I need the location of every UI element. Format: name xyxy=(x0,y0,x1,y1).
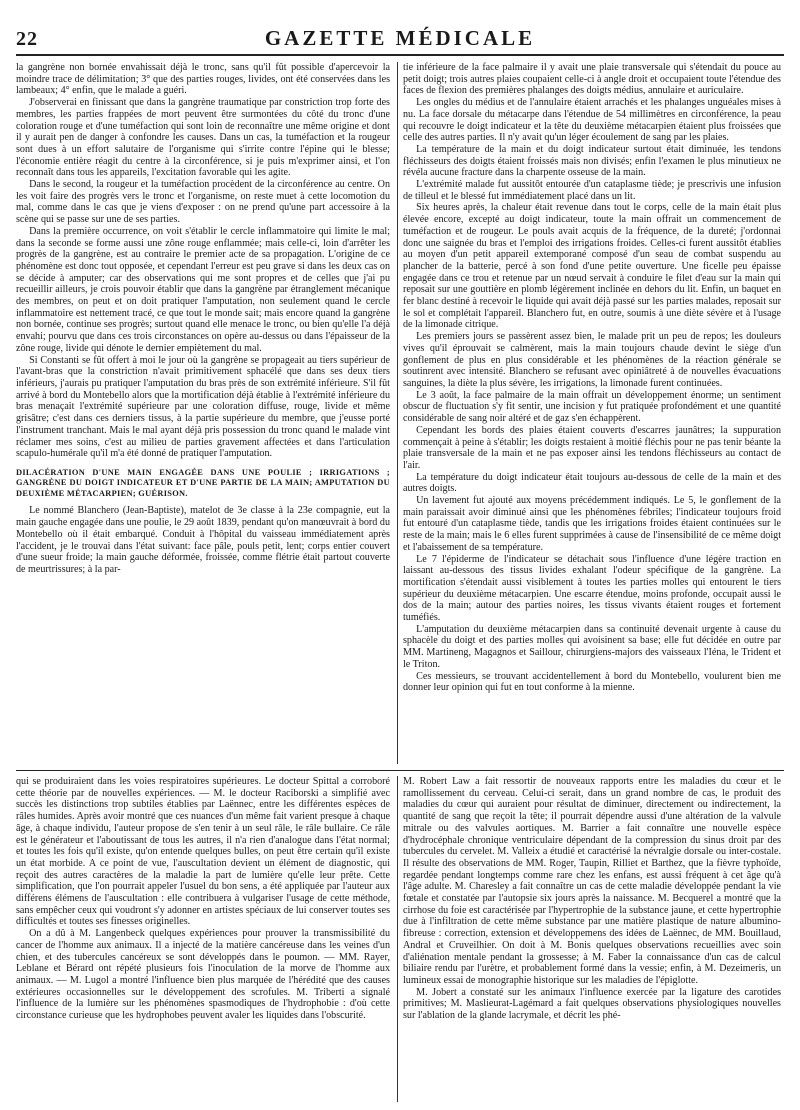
paragraph: Un lavement fut ajouté aux moyens précédemment indiqués. Le 5, le gonflement de la main paraissait avoir diminué ainsi que les phénomènes fébriles; l'indicateur toujours froid fut entouré d'un cataplasme tiède, tandis que les irrigations froides étaient continuées sur le reste de la main; mais le 6 elles furent supprimées à cause de l'insensibilité de ce même doigt et l'abaissement de sa température. xyxy=(403,495,781,553)
paragraph: Ces messieurs, se trouvant accidentellement à bord du Montebello, voulurent bien me donner leur opinion qui fut en tout conforme à la mienne. xyxy=(403,670,781,694)
paragraph: la gangrène non bornée envahissait déjà le tronc, sans qu'il fût possible d'apercevoir la moindre trace de délimitation; 3° que des parties rouges, livides, ont été conservées dans les lambeaux; 4° enfin, que le malade a guéri. xyxy=(16,62,390,97)
section-divider xyxy=(16,770,784,771)
top-right-column xyxy=(403,62,781,764)
paragraph: Les ongles du médius et de l'annulaire étaient arrachés et les phalanges unguéales mises à nu. La face dorsale du métacarpe dans l'étendue de 54 millimètres en circonférence, la peau qui recouvre le doigt indicateur et la tête du deuxième métacarpien étaient plus froissées que celle des autres parties. Il n'y avait qu'un léger écoulement de sang par les plaies. xyxy=(403,97,781,144)
paragraph: Cependant les bords des plaies étaient couverts d'escarres jaunâtres; la suppuration commençait à peine à s'établir; les doigts restaient à moitié fléchis pour ne pas tenir béante la plaie transversale de la main et ne pas exposer ainsi les tendons fléchisseurs au contact de l'air. xyxy=(403,424,781,471)
paragraph: M. Robert Law a fait ressortir de nouveaux rapports entre les maladies du cœur et le ramollissement du cerveau. Celui-ci serait, dans un grand nombre de cas, le produit des maladies du cœur qui auraient pour résultat de diminuer, directement ou indirectement, la quantité de sang que reçoit la tête; il pourrait dépendre aussi d'une altération de la valvule mitrale ou des valvules aortiques. M. Barrier a fait connaître une nouvelle espèce d'hydrocéphale chronique ventriculaire dépendant de la compression du sinus droit par des tubercules du cervelet. M. Valleix a étudié et caractérisé la névralgie dorsale ou inter-costale. Il résulte des observations de MM. Roger, Taupin, Rilliet et Barthez, que la fièvre typhoïde, regardée pendant longtemps comme rare chez les enfans, est aussi fréquent à cet âge qu'à l'âge adulte. M. Charesley a fait connaître un cas de cette maladie développée pendant la vie fœtale et constatée par l'autopsie six jours après la naissance. M. Becquerel a montré que la cirrhose du foie est caractérisée par l'hypertrophie de la substance jaune, et cette hypertrophie due à l'infiltration de cette même substance par une matière plastique de nature albumino-fibreuse : correction, extension et développemens des idées de Laënnec, de MM. Bouillaud, Andral et Cruveilhier. On doit à M. Bonis quelques observations recueillies avec soin d'aliénation mentale pendant la grossesse; à M. Faber la connaissance d'un cas de calcul biliaire rendu par l'urètre, et probablement formé dans la vessie; enfin, à M. Dezeimeris, un lumineux essai de monographie historique sur les maladies de l'épiglotte. xyxy=(403,776,781,986)
paragraph: qui se produiraient dans les voies respiratoires supérieures. Le docteur Spittal a corroboré cette théorie par de nouvelles expériences. — M. le docteur Raciborski a simplifié avec succès les distinctions trop subtiles établies par Laënnec, entre les différentes espèces de râles humides. Après avoir montré que ces nuances d'un même fait varient presque à chaque âge, à chaque individu, l'auteur propose de s'en tenir à un seul râle, le râle bullaire. Ce râle est le générateur et l'aboutissant de tous les autres, il n'a rien d'analogue dans l'état normal; et toutes les fois qu'il existe, qu'on entende quelques bulles, on peut être certain qu'il existe un état morbide. A ce point de vue, l'auscultation devient un élément de diagnostic, qui reçoit des autres caractères de la maladie la part de lumière qu'elle leur prête. Cette simplification, que l'on pourrait appeler l'usuel du bon sens, a été appliquée par l'auteur aux différens élémens de l'auscultation : elle contribuera à vulgariser l'usage de cette méthode, sans empêcher ceux qui voudront s'y adonner en artistes spéciaux de lui conserver toutes ses difficultés et toutes ses finesses originelles. xyxy=(16,776,390,928)
paragraph: La température du doigt indicateur était toujours au-dessous de celle de la main et des autres doigts. xyxy=(403,471,781,495)
paragraph: Si Constanti se fût offert à moi le jour où la gangrène se propageait au tiers supérieur de l'avant-bras que la constriction n'avait primitivement sphacélé que dans ses deux tiers inférieurs, j'aurais pu pratiquer l'amputation du bras près de son extrémité inférieure. S'il fût arrivé à bord du Montebello alors que la mortification déjà établie à l'extrémité inférieure du bras menaçait l'extrémité supérieure par une coloration diffuse, rouge, livide et même grisâtre; c'est dans ces derniers tissus, à la partie supérieure du membre, que j'eusse porté l'instrument tranchant. Mais le mal ayant déjà pris possession du tronc quand le malade vint réclamer mes soins, c'est au milieu de parties gravement affectées et dans l'articulation scapulo-humérale qu'il m'a été donné de pratiquer l'amputation. xyxy=(16,354,390,460)
column-divider xyxy=(397,62,398,764)
column-divider xyxy=(397,776,398,1102)
top-left-column xyxy=(16,62,390,764)
paragraph: Le 3 août, la face palmaire de la main offrait un développement énorme; un sentiment obscur de fluctuation s'y fit sentir, une incision y fut pratiquée profondément et une quantité considérable de sang noir altéré et de gaz s'en échappèrent. xyxy=(403,389,781,425)
paragraph: Les premiers jours se passèrent assez bien, le malade prit un peu de repos; les douleurs vives qu'il éprouvait se calmèrent, mais la main toujours chaude devint le siège d'un gonflement de plus en plus considérable et les phénomènes de la réaction générale se soutinrent avec intensité. Blanchero se refusant avec opiniâtreté à de nouvelles évacuations sanguines, la diète la plus sévère, les irrigations, la limonade furent continuées. xyxy=(403,331,781,389)
paragraph: L'amputation du deuxième métacarpien dans sa continuité devenait urgente à cause du sphacèle du doigt et des parties molles qui avoisinent sa base; elle fut décidée en outre par MM. Martineng, Magagnos et Saillour, chirurgiens-majors des vaisseaux l'Iéna, le Trident et le Triton. xyxy=(403,623,781,670)
paragraph: L'extrémité malade fut aussitôt entourée d'un cataplasme tiède; je prescrivis une infusion de tilleul et le blessé fut immédiatement placé dans un lit. xyxy=(403,179,781,202)
bottom-right-column xyxy=(403,776,781,1102)
paragraph: Le nommé Blanchero (Jean-Baptiste), matelot de 3e classe à la 23e compagnie, eut la main gauche engagée dans une poulie, le 29 août 1839, pendant qu'on manœuvrait à bord du Montebello où il était embarqué. Conduit à l'hôpital du vaisseau immédiatement après l'accident, je le trouvai dans l'état suivant: face pâle, pouls petit, lent; corps entier couvert d'une sueur froide; la main gauche déformée, froissée, comme flétrie était partout couverte de meurtrissures; à la par- xyxy=(16,505,390,575)
paragraph: Dans le second, la rougeur et la tuméfaction procèdent de la circonférence au centre. On les voit faire des progrès vers le tronc et l'organisme, on reste muet à cette locomotion du mal, comme dans le cas que je viens d'exposer : on ne prend qu'une part accessoire à la scène qui se passe sur une de ses parties. xyxy=(16,179,390,226)
page-header xyxy=(16,24,784,56)
paragraph: Dans la première occurrence, on voit s'établir le cercle inflammatoire qui limite le mal; dans la seconde se forme aussi une zône rouge enflammée; mais celle-ci, loin d'arrêter les progrès de la gangrène, est au contraire le premier acte de sa propagation. L'origine de ce phénomène est donc tout opposée, et cependant l'erreur est peu grave si dans les deux cas on se décide à amputer; car des observations qui me sont propres et de celles que j'ai pu recueillir ailleurs, je crois pouvoir établir que dans la gangrène par étranglement mécanique des membres, on peut et on doit pratiquer l'amputation, non seulement quand le cercle inflammatoire est nettement tracé, ce que tout le monde sait; mais encore quand la gangrène non bornée, continue ses progrès; surtout quand elle menace le tronc, ou bien qu'elle l'a déjà envahi; pourvu que dans ces trois circonstances on opère au-dessus ou dans l'épaisseur de la zône rouge, livide qui dénote le dernier empiètement du mal. xyxy=(16,225,390,354)
paragraph: M. Jobert a constaté sur les animaux l'influence exercée par la ligature des carotides primitives; M. Maslieurat-Lagémard a fait quelques observations physiologiques nouvelles sur l'ablation de la glande lacrymale, et décrit les phé- xyxy=(403,986,781,1022)
bottom-left-column xyxy=(16,776,390,1102)
section-heading: DILACÉRATION D'UNE MAIN ENGAGÉE DANS UNE POULIE ; IRRIGATIONS ; GANGRÈNE DU DOIGT INDICATEUR ET D'UNE PARTIE DE LA MAIN; AMPUTATION DU DEUXIÈME MÉTACARPIEN; GUÉRISON. xyxy=(16,467,390,498)
paragraph: Le 7 l'épiderme de l'indicateur se détachait sous l'influence d'une légère traction en laissant au-dessous des tissus livides exhalant l'odeur spécifique de la gangrène. La mortification s'étendait aussi visiblement à toutes les parties molles qui entourent le tiers supérieur du deuxième métacarpien. Une escarre étendue, moins profonde, occupait aussi le dos de la main; autour des parties noires, les tissus vivants étaient rouges et fortement tuméfiés. xyxy=(403,553,781,624)
paragraph: Six heures après, la chaleur était revenue dans tout le corps, celle de la main était plus élevée encore, excepté au doigt indicateur, toute la main offrait un commencement de tuméfaction et de rougeur. Le pouls avait acquis de la fréquence, de la dureté; j'ordonnai donc une saignée du bras et l'emploi des irrigations froides. Celles-ci furent aussitôt établies au moyen d'un petit appareil extemporané composé d'un seau de combat suspendu au plancher de la batterie, percé à son fond d'une petite ouverture. Une ficelle peu épaisse engagée dans ce trou et retenue par un nœud servait à conduire le filet d'eau sur la main qui reposait sur une gouttière en plomb légèrement inclinée en dehors du lit. Enfin, un baquet en fer blanc destiné à recevoir le liquide qui avait déjà passé sur les parties malades, reposait sur le sol et complétait l'appareil. Blanchero fut, en outre, soumis à une diète sévère et à l'usage de la limonade citrique. xyxy=(403,202,781,331)
newspaper-title: GAZETTE MÉDICALE xyxy=(264,26,536,50)
paragraph: On a dû à M. Langenbeck quelques expériences pour prouver la transmissibilité du cancer de l'homme aux animaux. Il a injecté de la matière cancéreuse dans les veines d'un chien, et des tubercules cancéreux se sont développés dans le poumon. — MM. Rayer, Leblane et Bérard ont répété plusieurs fois l'inoculation de la morve de l'homme aux animaux. — M. Lugol a montré l'influence bien plus marquée de l'hérédité que des causes extérieures occasionnelles sur le développement des scrofules. M. Triberti a signalé l'influence de la lumière sur les phénomènes spasmodiques de l'hydrophobie : d'où cette circonstance curieuse que les hydrophobes peuvent avaler les liquides dans l'obscurité. xyxy=(16,928,390,1022)
paragraph: tie inférieure de la face palmaire il y avait une plaie transversale qui s'étendait du pouce au petit doigt; trois autres plaies coupaient celle-ci à angle droit et occupaient toute l'étendue des faces de flexion des premières phalanges des doigts médius, annulaire et auriculaire. xyxy=(403,62,781,97)
paragraph: La température de la main et du doigt indicateur surtout était diminuée, les tendons fléchisseurs des doigts étaient froissés mais non divisés; enfin l'examen le plus minutieux ne révéla aucune fracture dans la charpente osseuse de la main. xyxy=(403,143,781,179)
page-number: 22 xyxy=(16,28,38,50)
paragraph: J'observerai en finissant que dans la gangrène traumatique par constriction trop forte des membres, les parties frappées de mort peuvent être surmontées du côté du tronc d'une coloration rouge et d'une tuméfaction qui sont loin de reconnaître une même origine et dont il y aurait pen de danger à confondre les causes. Dans un cas, la tuméfaction et la rougeur sont dues à un effort salutaire de l'organisme qui s'irrite contre l'épine qui le blesse; l'économie entière réagit du centre à la circonférence, si je puis m'exprimer ainsi, et l'on reconnaît dans tous les appareils, l'excitation favorable qui les agite. xyxy=(16,97,390,179)
